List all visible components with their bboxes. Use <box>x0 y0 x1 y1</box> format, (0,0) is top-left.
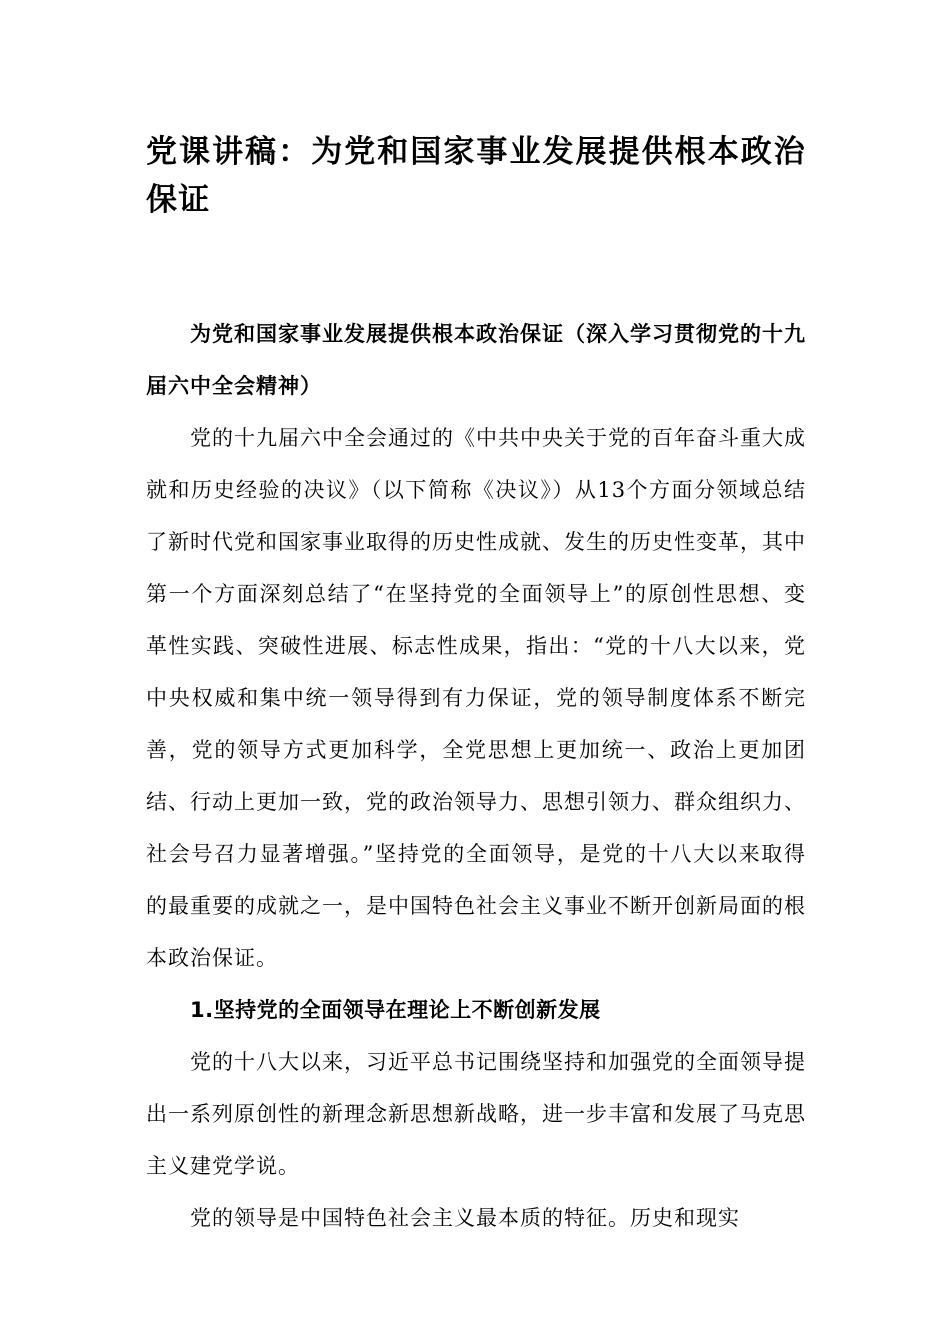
section-heading-1: 1.坚持党的全面领导在理论上不断创新发展 <box>190 998 601 1022</box>
document-title: 党课讲稿：为党和国家事业发展提供根本政治保证 <box>146 134 806 218</box>
document-subtitle: 为党和国家事业发展提供根本政治保证（深入学习贯彻党的十九届六中全会精神） <box>146 322 806 398</box>
body-paragraph-section1-b: 党的领导是中国特色社会主义最本质的特征。历史和现实 <box>190 1206 740 1230</box>
body-paragraph-section1-a: 党的十八大以来，习近平总书记围绕坚持和加强党的全面领导提出一系列原创性的新理念新思想新战略，进一步丰富和发展了马克思主义建党学说。 <box>146 1050 806 1178</box>
body-paragraph-intro: 党的十九届六中全会通过的《中共中央关于党的百年奋斗重大成就和历史经验的决议》（以下简称《决议》）从13个方面分领域总结了新时代党和国家事业取得的历史性成就、发生的历史性变革，其中第一个方面深刻总结了“在坚持党的全面领导上”的原创性思想、变革性实践、突破性进展、标志性成果，指出：“党的十八大以来，党中央权威和集中统一领导得到有力保证，党的领导制度体系不断完善，党的领导方式更加科学，全党思想上更加统一、政治上更加团结、行动上更加一致，党的政治领导力、思想引领力、群众组织力、社会号召力显著增强。”坚持党的全面领导，是党的十八大以来取得的最重要的成就之一，是中国特色社会主义事业不断开创新局面的根本政治保证。 <box>146 426 806 970</box>
document-page <box>146 128 806 1244</box>
